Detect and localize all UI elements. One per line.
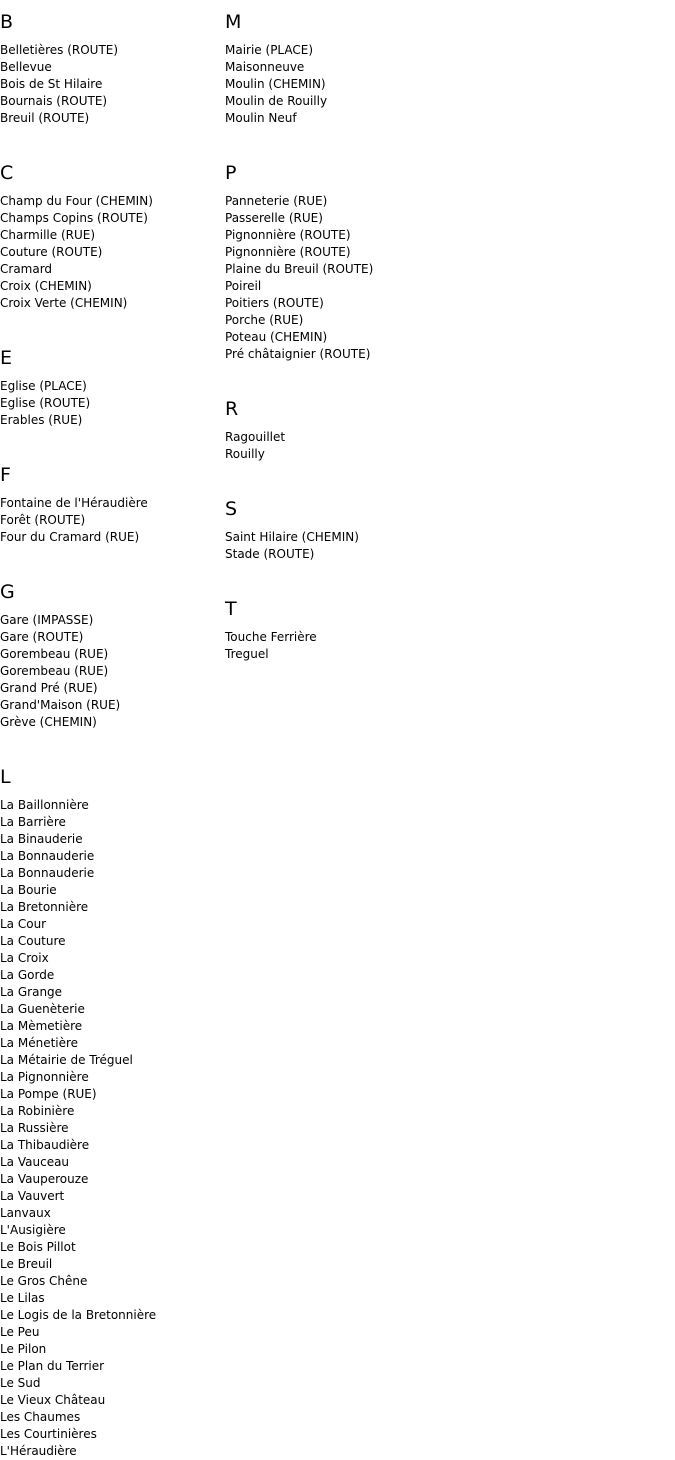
street-name: La Mèmetière <box>0 1019 83 1033</box>
group-spacer <box>225 563 525 587</box>
street-name: La Guenèterie <box>0 1002 85 1016</box>
street-name: La Métairie de Tréguel <box>0 1053 133 1067</box>
letter-heading: E <box>0 347 13 369</box>
street-name: Treguel <box>225 647 269 661</box>
street-name: Le Sud <box>0 1376 41 1390</box>
street-name: Gorembeau (RUE) <box>0 664 109 678</box>
street-name: Bellevue <box>0 60 52 74</box>
street-name: La Pignonnière <box>0 1070 89 1084</box>
street-list <box>225 42 525 127</box>
street-list <box>225 529 525 563</box>
letter-group-f <box>0 464 220 570</box>
street-name: Porche (RUE) <box>225 313 304 327</box>
street-name: Gare (ROUTE) <box>0 630 84 644</box>
group-spacer <box>225 127 525 151</box>
street-name: Saint Hilaire (CHEMIN) <box>225 530 359 544</box>
street-list <box>225 429 525 463</box>
street-name: La Croix <box>0 951 49 965</box>
street-name: Charmille (RUE) <box>0 228 96 242</box>
street-name: Le Vieux Château <box>0 1393 106 1407</box>
street-name: Pignonnière (ROUTE) <box>225 228 351 242</box>
street-name: Couture (ROUTE) <box>0 245 103 259</box>
street-name: La Thibaudière <box>0 1138 90 1152</box>
street-name: L'Ausigière <box>0 1223 66 1237</box>
letter-heading: T <box>225 598 237 620</box>
street-name: Le Bois Pillot <box>0 1240 76 1254</box>
street-name: La Bretonnière <box>0 900 89 914</box>
letter-group-e <box>0 347 220 453</box>
street-name: Erables (RUE) <box>0 413 83 427</box>
street-name: Le Pilon <box>0 1342 47 1356</box>
street-name: Croix Verte (CHEMIN) <box>0 296 128 310</box>
letter-heading: B <box>0 11 14 33</box>
street-name: Les Chaumes <box>0 1410 81 1424</box>
letter-group-g <box>0 581 220 755</box>
street-name: Rouilly <box>225 447 265 461</box>
group-spacer <box>225 463 525 487</box>
street-name: Eglise (ROUTE) <box>0 396 91 410</box>
street-name: Gorembeau (RUE) <box>0 647 109 661</box>
street-name: La Vauvert <box>0 1189 65 1203</box>
street-list <box>0 797 220 1460</box>
street-name: L'Héraudière <box>0 1444 77 1458</box>
street-list <box>0 612 220 731</box>
street-name: Forêt (ROUTE) <box>0 513 86 527</box>
street-name: Moulin de Rouilly <box>225 94 328 108</box>
street-name: Le Plan du Terrier <box>0 1359 105 1373</box>
street-name: Le Logis de la Bretonnière <box>0 1308 157 1322</box>
group-spacer <box>0 312 220 336</box>
street-name: La Baillonnière <box>0 798 89 812</box>
letter-group-t <box>225 598 525 663</box>
street-list <box>225 629 525 663</box>
street-name: La Bonnauderie <box>0 866 95 880</box>
letter-heading: R <box>225 398 239 420</box>
street-name: La Grange <box>0 985 63 999</box>
letter-group-p <box>225 162 525 387</box>
street-name: Poitiers (ROUTE) <box>225 296 324 310</box>
group-spacer <box>0 731 220 755</box>
letter-heading: F <box>0 464 11 486</box>
street-name: Grand'Maison (RUE) <box>0 698 121 712</box>
letter-heading: G <box>0 581 15 603</box>
street-list <box>0 193 220 312</box>
street-name: La Barrière <box>0 815 66 829</box>
street-name: Bois de St Hilaire <box>0 77 103 91</box>
letter-heading: L <box>0 766 11 788</box>
letter-group-c <box>0 162 220 336</box>
street-name: Moulin (CHEMIN) <box>225 77 326 91</box>
street-name: La Vauperouze <box>0 1172 89 1186</box>
street-name: Stade (ROUTE) <box>225 547 315 561</box>
street-name: Champs Copins (ROUTE) <box>0 211 148 225</box>
group-spacer <box>0 429 220 453</box>
letter-group-r <box>225 398 525 487</box>
street-name: Poteau (CHEMIN) <box>225 330 328 344</box>
street-name: Pré châtaignier (ROUTE) <box>225 347 371 361</box>
street-index-right-column <box>225 0 525 663</box>
letter-group-b <box>0 11 220 151</box>
street-name: La Pompe (RUE) <box>0 1087 97 1101</box>
street-name: Maisonneuve <box>225 60 305 74</box>
street-name: Grève (CHEMIN) <box>0 715 97 729</box>
letter-heading: S <box>225 498 238 520</box>
street-name: Poireil <box>225 279 262 293</box>
street-name: La Bourie <box>0 883 57 897</box>
street-name: Bournais (ROUTE) <box>0 94 108 108</box>
street-name: Grand Pré (RUE) <box>0 681 98 695</box>
street-name: Panneterie (RUE) <box>225 194 328 208</box>
street-index-left-column <box>0 0 220 1460</box>
street-name: Les Courtinières <box>0 1427 97 1441</box>
letter-group-l <box>0 766 220 1460</box>
street-name: Four du Cramard (RUE) <box>0 530 140 544</box>
street-name: Le Lilas <box>0 1291 45 1305</box>
letter-group-s <box>225 498 525 587</box>
letter-heading: C <box>0 162 14 184</box>
street-list <box>0 495 220 546</box>
street-name: Gare (IMPASSE) <box>0 613 94 627</box>
street-name: La Bonnauderie <box>0 849 95 863</box>
street-list <box>0 378 220 429</box>
street-name: Le Breuil <box>0 1257 53 1271</box>
street-name: Touche Ferrière <box>225 630 317 644</box>
street-name: Le Gros Chêne <box>0 1274 88 1288</box>
letter-group-m <box>225 11 525 151</box>
group-spacer <box>0 127 220 151</box>
street-name: La Gorde <box>0 968 55 982</box>
street-name: La Binauderie <box>0 832 83 846</box>
street-name: Eglise (PLACE) <box>0 379 87 393</box>
street-name: La Vauceau <box>0 1155 70 1169</box>
street-name: Croix (CHEMIN) <box>0 279 92 293</box>
street-name: La Couture <box>0 934 66 948</box>
letter-heading: M <box>225 11 242 33</box>
letter-heading: P <box>225 162 237 184</box>
street-name: Lanvaux <box>0 1206 51 1220</box>
street-name: Moulin Neuf <box>225 111 297 125</box>
group-spacer <box>0 546 220 570</box>
street-name: Mairie (PLACE) <box>225 43 314 57</box>
street-name: La Ménetière <box>0 1036 79 1050</box>
street-list <box>0 42 220 127</box>
street-name: La Russière <box>0 1121 69 1135</box>
street-name: Belletières (ROUTE) <box>0 43 119 57</box>
street-name: Champ du Four (CHEMIN) <box>0 194 153 208</box>
street-name: Cramard <box>0 262 53 276</box>
street-name: La Robinière <box>0 1104 75 1118</box>
street-list <box>225 193 525 363</box>
group-spacer <box>225 363 525 387</box>
street-name: Pignonnière (ROUTE) <box>225 245 351 259</box>
street-name: Fontaine de l'Héraudière <box>0 496 148 510</box>
street-name: Le Peu <box>0 1325 40 1339</box>
street-name: La Cour <box>0 917 47 931</box>
street-name: Breuil (ROUTE) <box>0 111 90 125</box>
street-name: Ragouillet <box>225 430 286 444</box>
street-name: Passerelle (RUE) <box>225 211 323 225</box>
street-name: Plaine du Breuil (ROUTE) <box>225 262 374 276</box>
